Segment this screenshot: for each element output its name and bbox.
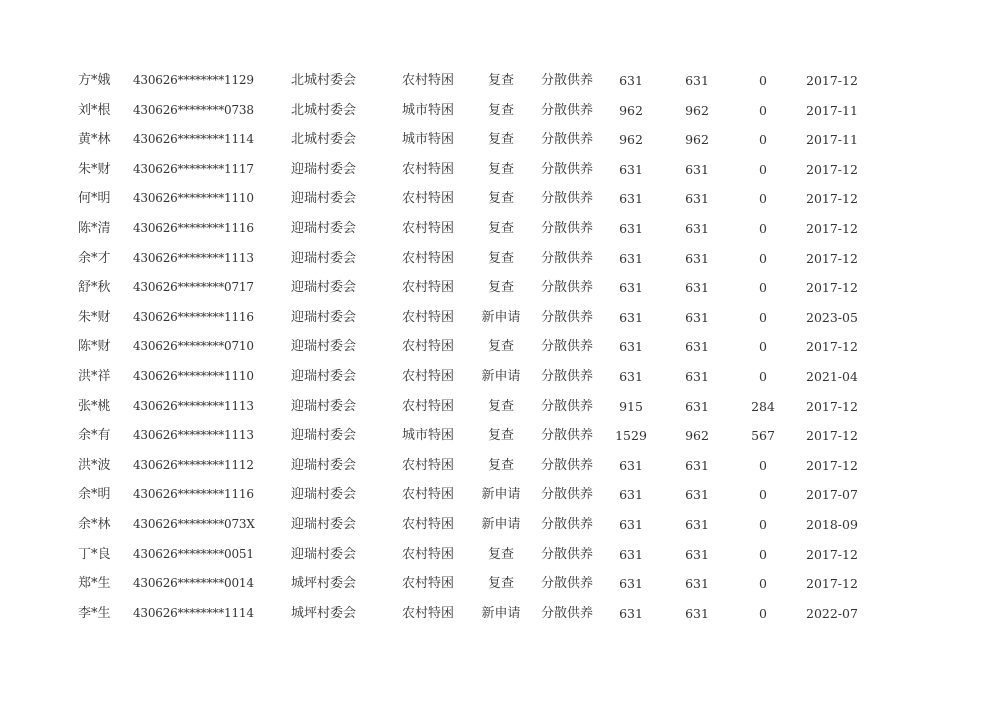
name-cell: 洪*祥 bbox=[78, 368, 111, 384]
id-number-cell: 430626********1110 bbox=[133, 191, 254, 206]
table-row bbox=[0, 540, 1000, 570]
support-mode-cell: 分散供养 bbox=[541, 487, 594, 503]
start-date-cell: 2018-09 bbox=[806, 516, 858, 532]
id-number-cell: 430626********1116 bbox=[133, 309, 254, 324]
standard-amount-cell: 631 bbox=[619, 576, 643, 592]
village-committee-cell: 迎瑞村委会 bbox=[291, 546, 357, 562]
support-type-cell: 农村特困 bbox=[402, 487, 455, 503]
extra-amount-cell: 0 bbox=[759, 280, 767, 296]
extra-amount-cell: 0 bbox=[759, 220, 767, 236]
review-status-cell: 复查 bbox=[487, 220, 514, 236]
review-status-cell: 复查 bbox=[487, 546, 514, 562]
base-amount-cell: 631 bbox=[685, 339, 709, 355]
village-committee-cell: 迎瑞村委会 bbox=[291, 250, 357, 266]
support-type-cell: 农村特困 bbox=[402, 546, 455, 562]
id-number-cell: 430626********1116 bbox=[133, 487, 254, 502]
base-amount-cell: 631 bbox=[685, 576, 709, 592]
extra-amount-cell: 284 bbox=[751, 398, 775, 414]
review-status-cell: 复查 bbox=[487, 457, 514, 473]
table-row bbox=[0, 273, 1000, 303]
name-cell: 余*明 bbox=[78, 487, 111, 503]
standard-amount-cell: 915 bbox=[619, 398, 643, 414]
support-mode-cell: 分散供养 bbox=[541, 576, 594, 592]
standard-amount-cell: 631 bbox=[619, 280, 643, 296]
id-number-cell: 430626********1113 bbox=[133, 250, 254, 265]
name-cell: 张*桃 bbox=[78, 398, 111, 414]
base-amount-cell: 962 bbox=[685, 102, 709, 118]
base-amount-cell: 631 bbox=[685, 191, 709, 207]
start-date-cell: 2023-05 bbox=[806, 309, 858, 325]
id-number-cell: 430626********073X bbox=[133, 516, 255, 531]
support-mode-cell: 分散供养 bbox=[541, 73, 594, 88]
start-date-cell: 2017-12 bbox=[806, 457, 858, 473]
review-status-cell: 新申请 bbox=[481, 516, 521, 532]
table-row bbox=[0, 96, 1000, 126]
standard-amount-cell: 631 bbox=[619, 191, 643, 207]
table-row bbox=[0, 510, 1000, 540]
support-mode-cell: 分散供养 bbox=[541, 132, 594, 148]
extra-amount-cell: 0 bbox=[759, 309, 767, 325]
table-row bbox=[0, 569, 1000, 599]
id-number-cell: 430626********0014 bbox=[133, 576, 254, 591]
standard-amount-cell: 631 bbox=[619, 339, 643, 355]
support-mode-cell: 分散供养 bbox=[541, 368, 594, 384]
support-type-cell: 农村特困 bbox=[402, 457, 455, 473]
review-status-cell: 复查 bbox=[487, 339, 514, 355]
name-cell: 丁*良 bbox=[78, 546, 111, 562]
start-date-cell: 2017-12 bbox=[806, 428, 858, 444]
id-number-cell: 430626********1129 bbox=[133, 73, 254, 87]
village-committee-cell: 迎瑞村委会 bbox=[291, 428, 357, 444]
name-cell: 朱*财 bbox=[78, 309, 111, 325]
document-table bbox=[0, 66, 1000, 628]
extra-amount-cell: 0 bbox=[759, 576, 767, 592]
support-mode-cell: 分散供养 bbox=[541, 161, 594, 177]
support-mode-cell: 分散供养 bbox=[541, 605, 594, 621]
id-number-cell: 430626********0717 bbox=[133, 280, 254, 295]
start-date-cell: 2017-12 bbox=[806, 220, 858, 236]
standard-amount-cell: 631 bbox=[619, 546, 643, 562]
support-type-cell: 城市特困 bbox=[402, 102, 455, 118]
support-mode-cell: 分散供养 bbox=[541, 250, 594, 266]
start-date-cell: 2017-12 bbox=[806, 191, 858, 207]
support-mode-cell: 分散供养 bbox=[541, 220, 594, 236]
extra-amount-cell: 0 bbox=[759, 516, 767, 532]
extra-amount-cell: 0 bbox=[759, 191, 767, 207]
village-committee-cell: 迎瑞村委会 bbox=[291, 220, 357, 236]
start-date-cell: 2017-12 bbox=[806, 576, 858, 592]
table-row bbox=[0, 421, 1000, 451]
review-status-cell: 复查 bbox=[487, 280, 514, 296]
support-mode-cell: 分散供养 bbox=[541, 102, 594, 118]
start-date-cell: 2017-12 bbox=[806, 339, 858, 355]
review-status-cell: 新申请 bbox=[481, 605, 521, 621]
table-row bbox=[0, 155, 1000, 185]
support-type-cell: 农村特困 bbox=[402, 280, 455, 296]
extra-amount-cell: 0 bbox=[759, 250, 767, 266]
name-cell: 朱*财 bbox=[78, 161, 111, 177]
name-cell: 何*明 bbox=[78, 191, 111, 207]
review-status-cell: 复查 bbox=[487, 102, 514, 118]
standard-amount-cell: 631 bbox=[619, 220, 643, 236]
village-committee-cell: 迎瑞村委会 bbox=[291, 280, 357, 296]
table-row bbox=[0, 480, 1000, 510]
base-amount-cell: 631 bbox=[685, 161, 709, 177]
support-type-cell: 农村特困 bbox=[402, 309, 455, 325]
standard-amount-cell: 631 bbox=[619, 368, 643, 384]
id-number-cell: 430626********1117 bbox=[133, 161, 254, 176]
id-number-cell: 430626********1114 bbox=[133, 605, 254, 620]
standard-amount-cell: 631 bbox=[619, 457, 643, 473]
id-number-cell: 430626********1116 bbox=[133, 220, 254, 235]
support-mode-cell: 分散供养 bbox=[541, 398, 594, 414]
table-row bbox=[0, 214, 1000, 244]
start-date-cell: 2022-07 bbox=[806, 605, 858, 621]
standard-amount-cell: 1529 bbox=[615, 428, 647, 444]
table-row bbox=[0, 451, 1000, 481]
review-status-cell: 复查 bbox=[487, 398, 514, 414]
id-number-cell: 430626********1113 bbox=[133, 398, 254, 413]
extra-amount-cell: 0 bbox=[759, 73, 767, 88]
support-type-cell: 农村特困 bbox=[402, 73, 455, 88]
table-row bbox=[0, 303, 1000, 333]
support-type-cell: 农村特困 bbox=[402, 398, 455, 414]
village-committee-cell: 迎瑞村委会 bbox=[291, 368, 357, 384]
start-date-cell: 2021-04 bbox=[806, 368, 858, 384]
base-amount-cell: 631 bbox=[685, 309, 709, 325]
standard-amount-cell: 631 bbox=[619, 605, 643, 621]
support-type-cell: 农村特困 bbox=[402, 605, 455, 621]
base-amount-cell: 631 bbox=[685, 250, 709, 266]
name-cell: 李*生 bbox=[78, 605, 111, 621]
id-number-cell: 430626********1110 bbox=[133, 368, 254, 383]
village-committee-cell: 城坪村委会 bbox=[291, 576, 357, 592]
base-amount-cell: 631 bbox=[685, 73, 709, 88]
id-number-cell: 430626********0051 bbox=[133, 546, 254, 561]
table-row bbox=[0, 66, 1000, 96]
support-type-cell: 农村特困 bbox=[402, 161, 455, 177]
review-status-cell: 复查 bbox=[487, 132, 514, 148]
extra-amount-cell: 0 bbox=[759, 339, 767, 355]
village-committee-cell: 迎瑞村委会 bbox=[291, 161, 357, 177]
table-row bbox=[0, 599, 1000, 629]
name-cell: 余*才 bbox=[78, 250, 111, 266]
table-row bbox=[0, 392, 1000, 422]
support-type-cell: 农村特困 bbox=[402, 516, 455, 532]
standard-amount-cell: 962 bbox=[619, 102, 643, 118]
support-type-cell: 农村特困 bbox=[402, 191, 455, 207]
base-amount-cell: 631 bbox=[685, 605, 709, 621]
standard-amount-cell: 631 bbox=[619, 516, 643, 532]
extra-amount-cell: 0 bbox=[759, 102, 767, 118]
village-committee-cell: 城坪村委会 bbox=[291, 605, 357, 621]
village-committee-cell: 北城村委会 bbox=[291, 73, 357, 88]
support-mode-cell: 分散供养 bbox=[541, 191, 594, 207]
extra-amount-cell: 0 bbox=[759, 132, 767, 148]
support-type-cell: 农村特困 bbox=[402, 250, 455, 266]
start-date-cell: 2017-12 bbox=[806, 280, 858, 296]
review-status-cell: 复查 bbox=[487, 73, 514, 88]
support-type-cell: 城市特困 bbox=[402, 132, 455, 148]
start-date-cell: 2017-12 bbox=[806, 73, 858, 88]
name-cell: 黄*林 bbox=[78, 132, 111, 148]
extra-amount-cell: 0 bbox=[759, 368, 767, 384]
village-committee-cell: 迎瑞村委会 bbox=[291, 457, 357, 473]
support-type-cell: 农村特困 bbox=[402, 220, 455, 236]
id-number-cell: 430626********0710 bbox=[133, 339, 254, 354]
review-status-cell: 复查 bbox=[487, 191, 514, 207]
start-date-cell: 2017-12 bbox=[806, 398, 858, 414]
table-row bbox=[0, 184, 1000, 214]
table-row bbox=[0, 332, 1000, 362]
extra-amount-cell: 0 bbox=[759, 487, 767, 503]
base-amount-cell: 631 bbox=[685, 487, 709, 503]
id-number-cell: 430626********0738 bbox=[133, 102, 254, 117]
support-mode-cell: 分散供养 bbox=[541, 457, 594, 473]
table-row bbox=[0, 125, 1000, 155]
review-status-cell: 复查 bbox=[487, 250, 514, 266]
village-committee-cell: 迎瑞村委会 bbox=[291, 309, 357, 325]
extra-amount-cell: 0 bbox=[759, 161, 767, 177]
table-row bbox=[0, 244, 1000, 274]
standard-amount-cell: 631 bbox=[619, 161, 643, 177]
name-cell: 方*娥 bbox=[78, 73, 111, 88]
review-status-cell: 复查 bbox=[487, 576, 514, 592]
name-cell: 郑*生 bbox=[78, 576, 111, 592]
support-type-cell: 农村特困 bbox=[402, 339, 455, 355]
base-amount-cell: 631 bbox=[685, 516, 709, 532]
base-amount-cell: 962 bbox=[685, 428, 709, 444]
start-date-cell: 2017-11 bbox=[806, 132, 858, 148]
table-row bbox=[0, 362, 1000, 392]
extra-amount-cell: 0 bbox=[759, 546, 767, 562]
review-status-cell: 复查 bbox=[487, 161, 514, 177]
name-cell: 洪*波 bbox=[78, 457, 111, 473]
start-date-cell: 2017-12 bbox=[806, 546, 858, 562]
village-committee-cell: 迎瑞村委会 bbox=[291, 191, 357, 207]
start-date-cell: 2017-12 bbox=[806, 250, 858, 266]
start-date-cell: 2017-12 bbox=[806, 161, 858, 177]
standard-amount-cell: 631 bbox=[619, 309, 643, 325]
id-number-cell: 430626********1112 bbox=[133, 457, 254, 472]
name-cell: 余*有 bbox=[78, 428, 111, 444]
support-mode-cell: 分散供养 bbox=[541, 428, 594, 444]
village-committee-cell: 迎瑞村委会 bbox=[291, 339, 357, 355]
village-committee-cell: 北城村委会 bbox=[291, 102, 357, 118]
support-type-cell: 农村特困 bbox=[402, 368, 455, 384]
standard-amount-cell: 962 bbox=[619, 132, 643, 148]
start-date-cell: 2017-07 bbox=[806, 487, 858, 503]
standard-amount-cell: 631 bbox=[619, 487, 643, 503]
standard-amount-cell: 631 bbox=[619, 73, 643, 88]
support-mode-cell: 分散供养 bbox=[541, 516, 594, 532]
id-number-cell: 430626********1113 bbox=[133, 428, 254, 443]
base-amount-cell: 631 bbox=[685, 368, 709, 384]
extra-amount-cell: 567 bbox=[751, 428, 775, 444]
name-cell: 刘*根 bbox=[78, 102, 111, 118]
village-committee-cell: 迎瑞村委会 bbox=[291, 487, 357, 503]
standard-amount-cell: 631 bbox=[619, 250, 643, 266]
support-type-cell: 城市特困 bbox=[402, 428, 455, 444]
review-status-cell: 新申请 bbox=[481, 368, 521, 384]
base-amount-cell: 631 bbox=[685, 280, 709, 296]
extra-amount-cell: 0 bbox=[759, 457, 767, 473]
village-committee-cell: 迎瑞村委会 bbox=[291, 516, 357, 532]
name-cell: 舒*秋 bbox=[78, 280, 111, 296]
start-date-cell: 2017-11 bbox=[806, 102, 858, 118]
village-committee-cell: 北城村委会 bbox=[291, 132, 357, 148]
review-status-cell: 复查 bbox=[487, 428, 514, 444]
support-mode-cell: 分散供养 bbox=[541, 546, 594, 562]
support-type-cell: 农村特困 bbox=[402, 576, 455, 592]
name-cell: 陈*清 bbox=[78, 220, 111, 236]
id-number-cell: 430626********1114 bbox=[133, 132, 254, 147]
review-status-cell: 新申请 bbox=[481, 487, 521, 503]
support-mode-cell: 分散供养 bbox=[541, 339, 594, 355]
name-cell: 陈*财 bbox=[78, 339, 111, 355]
base-amount-cell: 631 bbox=[685, 220, 709, 236]
base-amount-cell: 631 bbox=[685, 546, 709, 562]
base-amount-cell: 962 bbox=[685, 132, 709, 148]
name-cell: 余*林 bbox=[78, 516, 111, 532]
village-committee-cell: 迎瑞村委会 bbox=[291, 398, 357, 414]
base-amount-cell: 631 bbox=[685, 457, 709, 473]
extra-amount-cell: 0 bbox=[759, 605, 767, 621]
review-status-cell: 新申请 bbox=[481, 309, 521, 325]
support-mode-cell: 分散供养 bbox=[541, 309, 594, 325]
support-mode-cell: 分散供养 bbox=[541, 280, 594, 296]
base-amount-cell: 631 bbox=[685, 398, 709, 414]
